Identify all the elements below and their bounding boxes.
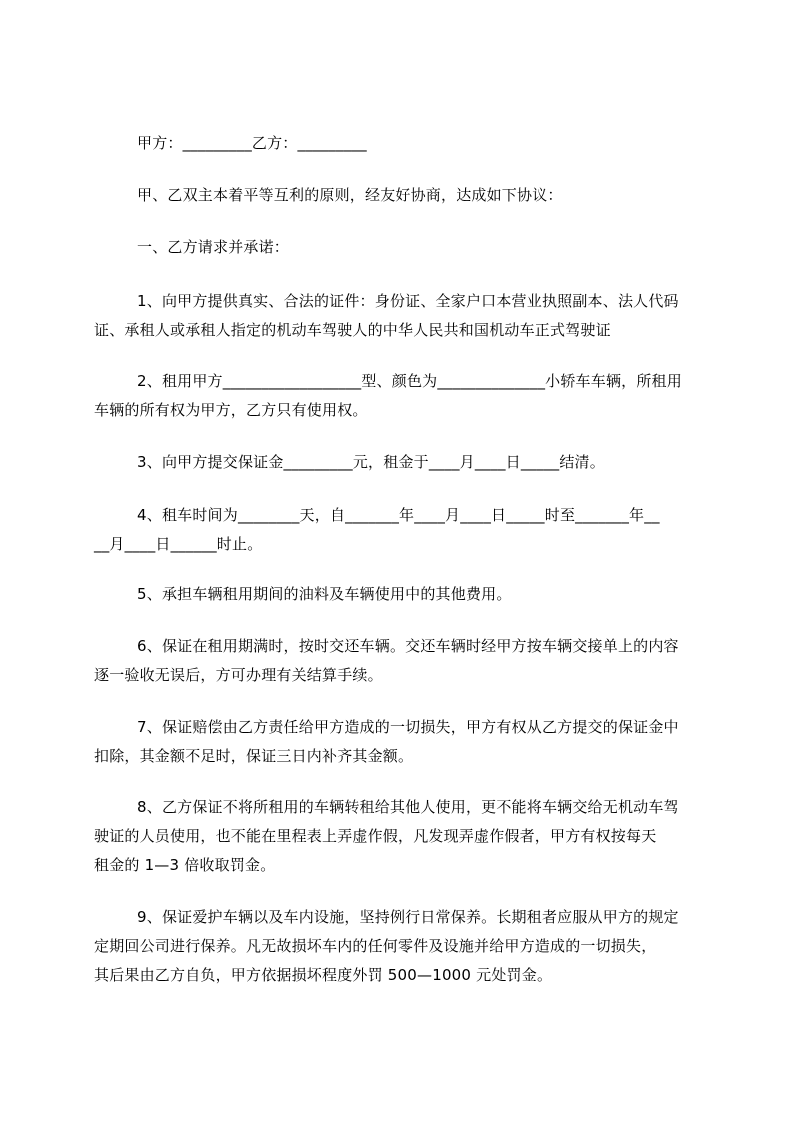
clause-2-line-2: 车辆的所有权为甲方，乙方只有使用权。 [94,401,368,419]
clause-4-line-2: __月____日______时止。 [94,535,263,553]
clause-9-line-2: 定期回公司进行保养。凡无故损坏车内的任何零件及设施并给甲方造成的一切损失， [94,937,657,955]
clause-1-line-1: 1、向甲方提供真实、合法的证件：身份证、全家户口本营业执照副本、法人代码 [137,292,679,310]
clause-8-line-1: 8、乙方保证不将所租用的车辆转租给其他人使用，更不能将车辆交给无机动车驾 [137,798,679,816]
clause-9-line-1: 9、保证爱护车辆以及车内设施，坚持例行日常保养。长期租者应服从甲方的规定 [137,908,679,926]
clause-7-line-2: 扣除，其金额不足时，保证三日内补齐其金额。 [94,747,414,765]
clause-2-line-1: 2、租用甲方__________________型、颜色为______________小轿车车辆，所租用 [137,372,682,390]
clause-7-line-1: 7、保证赔偿由乙方责任给甲方造成的一切损失，甲方有权从乙方提交的保证金中 [137,718,679,736]
clause-6-line-2: 逐一验收无误后，方可办理有关结算手续。 [94,666,383,684]
parties-line: 甲方：_________乙方：_________ [137,134,367,152]
clause-8-line-3: 租金的 1—3 倍收取罚金。 [94,856,276,874]
clause-9-line-3: 其后果由乙方自负，甲方依据损坏程度外罚 500—1000 元处罚金。 [94,966,553,984]
intro-paragraph: 甲、乙双主本着平等互利的原则，经友好协商，达成如下协议： [137,186,563,204]
clause-1-line-2: 证、承租人或承租人指定的机动车驾驶人的中华人民共和国机动车正式驾驶证 [94,321,611,339]
clause-4-line-1: 4、租车时间为________天，自_______年____月____日_____时至_______年__ [137,506,660,524]
clause-6-line-1: 6、保证在租用期满时，按时交还车辆。交还车辆时经甲方按车辆交接单上的内容 [137,637,679,655]
section-heading: 一、乙方请求并承诺： [137,238,290,256]
clause-8-line-2: 驶证的人员使用，也不能在里程表上弄虚作假，凡发现弄虚作假者，甲方有权按每天 [94,827,657,845]
clause-3-line-1: 3、向甲方提交保证金_________元，租金于____月____日_____结清。 [137,453,605,471]
clause-5-line-1: 5、承担车辆租用期间的油料及车辆使用中的其他费用。 [137,585,512,603]
